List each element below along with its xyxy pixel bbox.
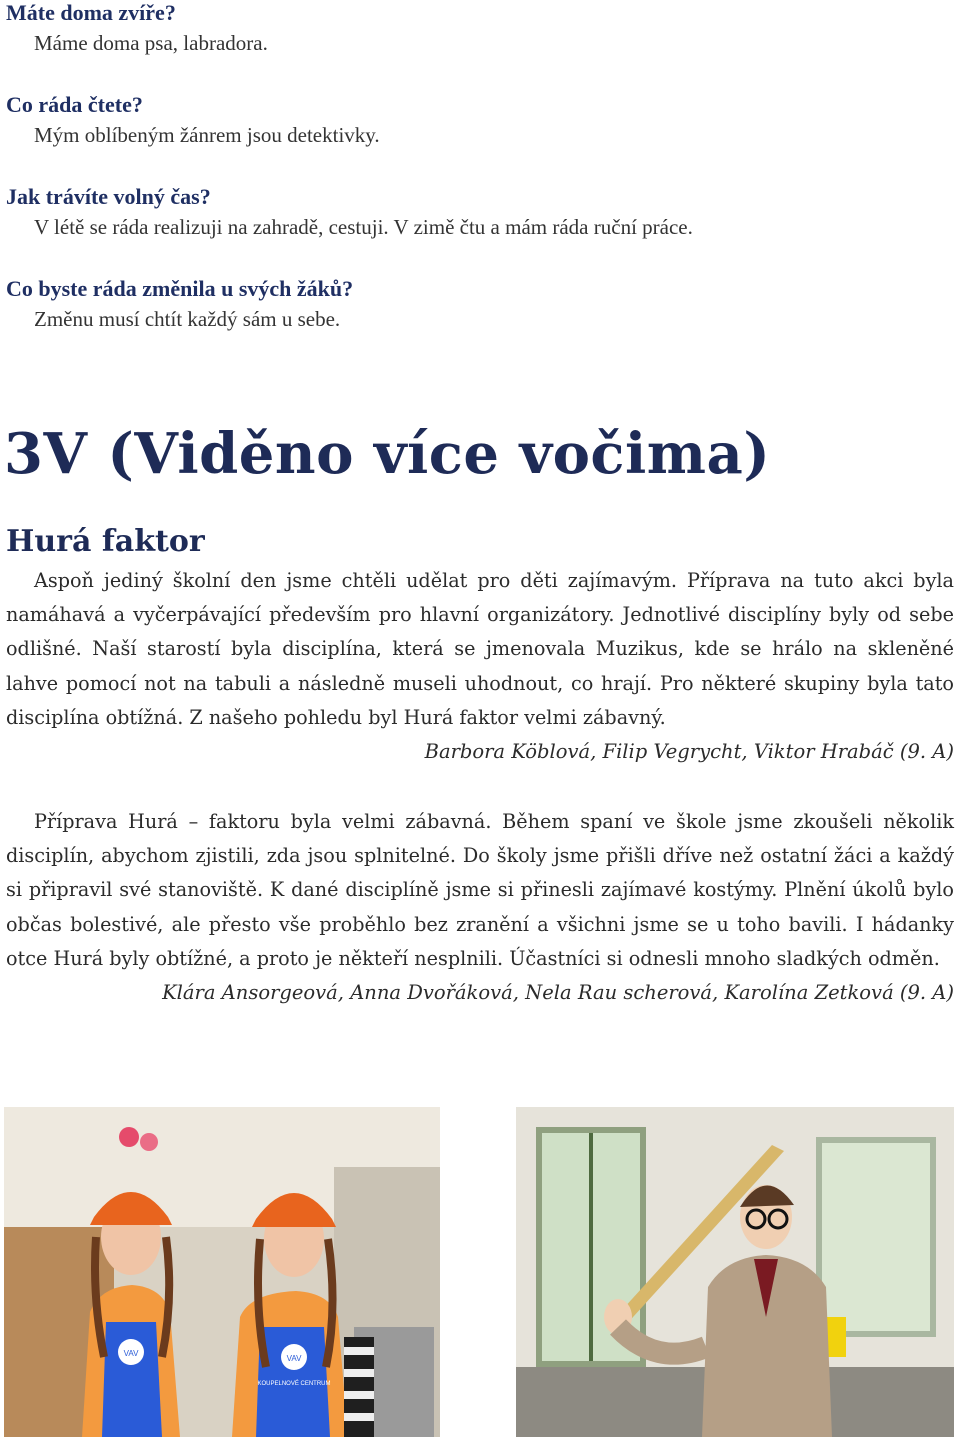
photo-girls-in-helmets [4,1107,440,1437]
photo-boy-with-ruler [516,1107,954,1437]
interview-question: Máte doma zvíře? [6,0,176,25]
interview-item [6,276,946,332]
overalls-badge-text: VAV [123,1349,139,1358]
interview-answer: V létě se ráda realizuji na zahradě, cestuji. V zimě čtu a mám ráda ruční práce. [34,215,693,239]
interview-item [6,0,946,56]
article-signature: Barbora Köblová, Filip Vegrycht, Viktor Hrabáč (9. A) [424,740,954,764]
photo-girls-image [4,1107,440,1437]
interview-question: Co ráda čtete? [6,92,143,117]
article-paragraph: Příprava Hurá – faktoru byla velmi zábavná. Během spaní ve škole jsme zkoušeli několik disciplín, abychom zjistili, zda jsou splnitelné. Do školy jsme přišli dříve než ostatní žáci a každý si připravil své stanoviště. K dané disciplíně jsme si přinesli zajímavé kostýmy. Plnění úkolů bylo občas bolestivé, ale přesto vše proběhlo bez zranění a všichni jsme se u toho bavili. I hádanky otce Hurá byly obtížné, a proto je někteří nesplnili. Účastníci si odnesli mnoho sladkých odměn. [6,810,954,970]
interview-question: Co byste ráda změnila u svých žáků? [6,276,354,301]
article-section [6,520,954,1010]
photo-boy-image [516,1107,954,1437]
section-heading: Hurá faktor [6,524,205,559]
overalls-badge-text: VAV [286,1354,302,1363]
interview-answer: Mým oblíbeným žánrem jsou detektivky. [34,123,380,147]
overalls-shirt-text: KOUPELNOVÉ CENTRUM [257,1381,331,1387]
interview-answer: Máme doma psa, labradora. [34,31,268,55]
article-paragraph: Aspoň jediný školní den jsme chtěli udělat pro děti zajímavým. Příprava na tuto akci byla namáhavá a vyčerpávající především pro hlavní organizátory. Jednotlivé disciplíny byly od sebe odlišné. Naší starostí byla disciplína, která se jmenovala Muzikus, kde se hrálo na skleněné lahve pomocí not na tabuli a následně museli uhodnout, co hrají. Pro některé skupiny byla tato disciplína obtížná. Z našeho pohledu byl Hurá faktor velmi zábavný. [6,569,954,729]
interview-item [6,92,946,148]
article-signature: Klára Ansorgeová, Anna Dvořáková, Nela Rau scherová, Karolína Zetková (9. A) [162,981,954,1005]
page-title: 3V (Viděno více vočima) [4,421,771,487]
interview-answer: Změnu musí chtít každý sám u sebe. [34,307,341,331]
interview-item [6,184,946,240]
interview-question: Jak trávíte volný čas? [6,184,211,209]
